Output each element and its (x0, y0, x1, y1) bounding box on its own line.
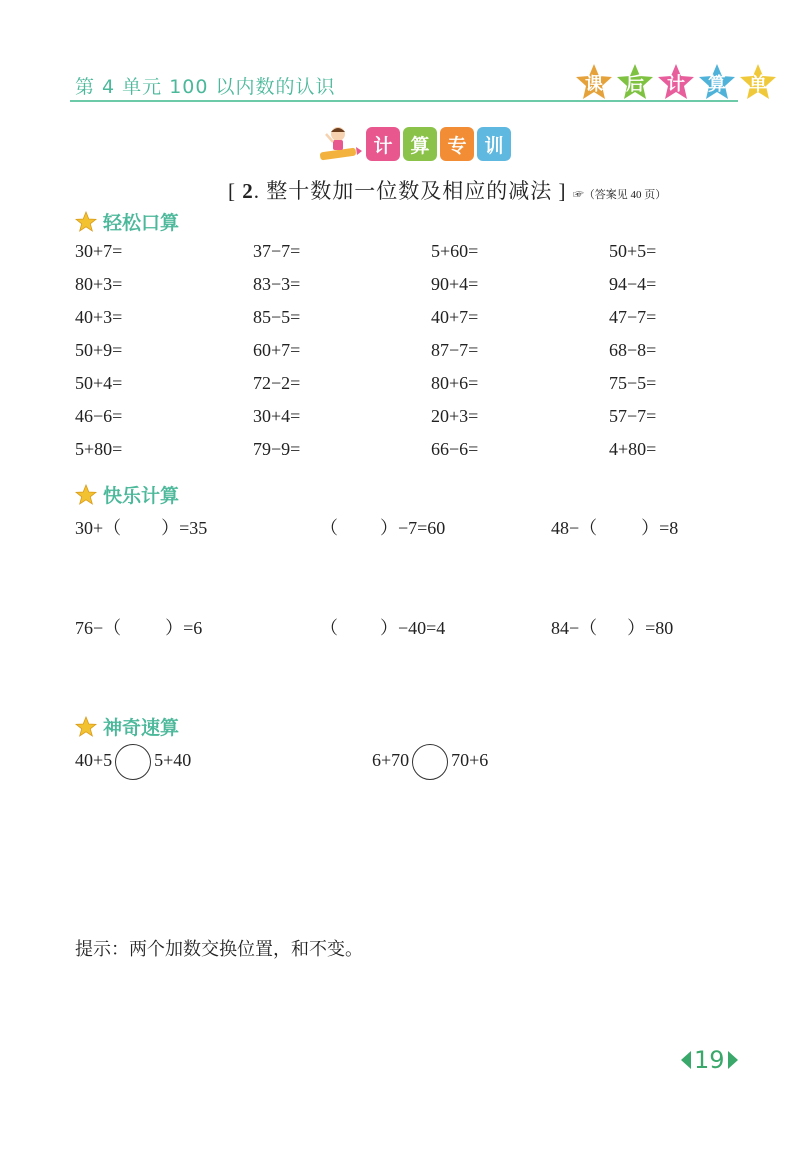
fill-blank-exercise (551, 614, 673, 640)
exercise-suffix: ）=6 (165, 618, 203, 638)
exercise: 37−7= (253, 241, 301, 261)
brand-star-tile (698, 63, 736, 101)
section-banner (318, 122, 514, 166)
exercise: 94−4= (609, 274, 657, 294)
fill-blank-exercise (75, 614, 202, 640)
oral-column-2 (253, 241, 300, 472)
exercise-suffix: ）−40=4 (380, 618, 446, 638)
fill-blank-exercise (551, 514, 678, 540)
exercise: 57−7= (609, 406, 657, 426)
exercise: 30+4= (253, 406, 301, 426)
exercise-prefix: 76−（ (75, 618, 122, 638)
exercise: 60+7= (253, 340, 301, 360)
brand-char: 计 (667, 74, 685, 95)
compare-exercise (75, 742, 191, 780)
exercise: 47−7= (609, 307, 657, 327)
exercise: 5+60= (431, 241, 479, 261)
exercise: 72−2= (253, 373, 301, 393)
exercise-suffix: ）=35 (161, 518, 208, 538)
exercise-prefix: 84−（ (551, 618, 598, 638)
exercise: 30+7= (75, 241, 123, 261)
section-title: 神奇速算 (103, 717, 180, 739)
compare-right: 70+6 (451, 750, 489, 770)
exercise-prefix: （ (320, 518, 338, 538)
exercise: 90+4= (431, 274, 479, 294)
lesson-title-text: . 整十数加一位数及相应的减法 (253, 179, 553, 203)
banner-char-tile: 专 (440, 127, 474, 161)
exercise-prefix: 30+（ (75, 518, 122, 538)
lesson-title (228, 175, 666, 205)
fill-blank-exercise (320, 614, 445, 640)
exercise: 75−5= (609, 373, 657, 393)
page-number-text: 19 (694, 1046, 725, 1074)
answer-reference: ☞（答案见 40 页） (572, 189, 667, 201)
section-heading-oral (75, 208, 179, 235)
exercise: 83−3= (253, 274, 301, 294)
oral-column-1 (75, 241, 122, 472)
brand-char: 单 (749, 74, 767, 95)
exercise: 50+4= (75, 373, 123, 393)
exercise: 4+80= (609, 439, 657, 459)
exercise: 40+7= (431, 307, 479, 327)
exercise: 87−7= (431, 340, 479, 360)
triangle-right-icon (727, 1050, 739, 1070)
section-title: 快乐计算 (103, 485, 180, 507)
compare-left: 40+5 (75, 750, 113, 770)
unit-title: 第 4 单元 100 以内数的认识 (75, 76, 336, 98)
brand-char: 课 (585, 74, 603, 95)
compare-right: 5+40 (154, 750, 192, 770)
exercise-suffix: ）=80 (627, 618, 674, 638)
brand-char: 算 (708, 74, 726, 95)
exercise: 80+3= (75, 274, 123, 294)
fill-blank-exercise (75, 514, 207, 540)
section-heading-magic (75, 713, 179, 740)
exercise: 5+80= (75, 439, 123, 459)
brand-star-tile (657, 63, 695, 101)
brand-star-tile (739, 63, 777, 101)
star-icon (75, 716, 97, 738)
compare-exercise (372, 742, 488, 780)
brand-star-tile (616, 63, 654, 101)
exercise: 40+3= (75, 307, 123, 327)
banner-char-tile: 计 (366, 127, 400, 161)
brand-char: 后 (626, 74, 644, 95)
compare-circle-blank[interactable] (115, 744, 151, 780)
compare-circle-blank[interactable] (412, 744, 448, 780)
bracket-open: [ (228, 179, 236, 203)
exercise: 20+3= (431, 406, 479, 426)
star-icon (75, 484, 97, 506)
exercise: 79−9= (253, 439, 301, 459)
bracket-close: ] (558, 179, 567, 203)
banner-char-tile: 算 (403, 127, 437, 161)
section-heading-happy (75, 481, 179, 508)
exercise: 80+6= (431, 373, 479, 393)
section-title: 轻松口算 (103, 212, 180, 234)
star-icon (75, 211, 97, 233)
brand-star-tile (575, 63, 613, 101)
exercise: 50+9= (75, 340, 123, 360)
hint-text: 提示：两个加数交换位置，和不变。 (75, 939, 363, 959)
compare-left: 6+70 (372, 750, 410, 770)
triangle-left-icon (680, 1050, 692, 1070)
mascot-on-pencil-icon (318, 122, 362, 166)
exercise-suffix: ）=8 (641, 518, 679, 538)
exercise-prefix: （ (320, 618, 338, 638)
fill-blank-exercise (320, 514, 445, 540)
exercise-suffix: ）−7=60 (380, 518, 446, 538)
exercise-prefix: 48−（ (551, 518, 598, 538)
oral-column-4 (609, 241, 656, 472)
brand-logo (575, 63, 777, 103)
exercise: 66−6= (431, 439, 479, 459)
exercise: 46−6= (75, 406, 123, 426)
exercise: 68−8= (609, 340, 657, 360)
exercise: 50+5= (609, 241, 657, 261)
exercise: 85−5= (253, 307, 301, 327)
banner-char-tile: 训 (477, 127, 511, 161)
oral-column-3 (431, 241, 478, 472)
lesson-number: 2 (242, 179, 254, 203)
page-number (680, 1046, 739, 1074)
